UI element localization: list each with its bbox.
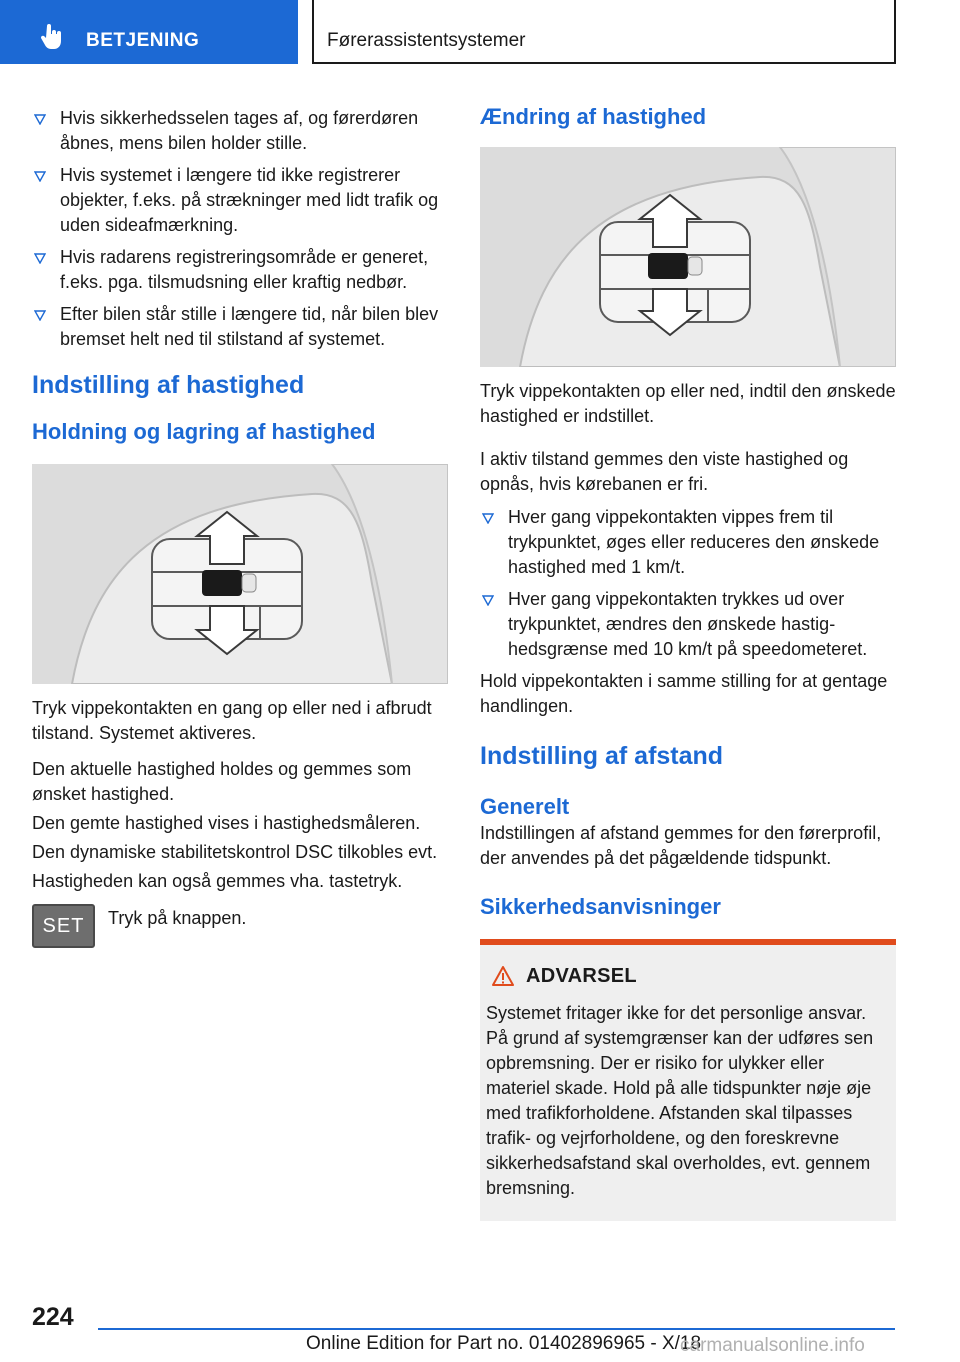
list-item bbox=[32, 163, 448, 238]
bullet-text: Hvis radarens registreringsområde er generet, f.eks. pga. tilsmudsning eller kraftig nedbør. bbox=[60, 247, 429, 292]
bullet-text: Hver gang vippekontakten trykkes ud over trykpunktet, ændres den ønskede hastighedsgrænse med 10 km/t på speedometeret. bbox=[508, 589, 868, 659]
paragraph: Den aktuelle hastighed holdes og gemmes som ønsket hastighed. bbox=[32, 759, 412, 804]
paragraph: I aktiv tilstand gemmes den viste hastighed og opnås, hvis kørebanen er fri. bbox=[480, 449, 849, 494]
set-button[interactable]: SET bbox=[32, 904, 95, 948]
section-heading: Indstilling af hastighed bbox=[32, 371, 305, 399]
subsection-heading: Holdning og lagring af hastighed bbox=[32, 419, 376, 444]
paragraph: Hold vippekontakten i samme stilling for at gentage handlingen. bbox=[480, 671, 888, 716]
section-label: BETJENING bbox=[86, 30, 200, 51]
bullet-text: Hver gang vippekontakten vippes frem til trykpunktet, øges eller reduceres den ønskede hastighed med 1 km/t. bbox=[508, 507, 880, 577]
list-item bbox=[480, 505, 896, 580]
triangle-bullet-icon bbox=[34, 253, 46, 264]
right-column bbox=[480, 100, 896, 1221]
paragraph: Hastigheden kan også gemmes vha. tastetryk. bbox=[32, 871, 403, 891]
paragraph: Indstillingen af afstand gemmes for den førerprofil, der anvendes på det pågældende tidspunkt. bbox=[480, 823, 882, 868]
warning-triangle-icon bbox=[491, 965, 515, 987]
triangle-bullet-icon bbox=[34, 171, 46, 182]
section-heading: Indstilling af afstand bbox=[480, 742, 724, 770]
triangle-bullet-icon bbox=[34, 114, 46, 125]
list-item bbox=[480, 587, 896, 662]
set-instruction: Tryk på knappen. bbox=[108, 908, 247, 928]
warning-text: Systemet fritager ikke for det personlige ansvar. På grund af systemgrænser kan der udføres sen opbremsning. Der er risiko for ulykker eller materiel skade. Hold på alle tidspunkter nøje øje med trafikforholdene. Afstanden skal tilpasses trafik- og vejrforholdene, og den foreskrevne sikkerhedsafstand skal overholdes, evt. gennem bremsning. bbox=[486, 1003, 874, 1198]
bullet-list bbox=[480, 505, 896, 662]
left-column bbox=[32, 100, 448, 946]
list-item bbox=[32, 302, 448, 352]
bullet-text: Hvis sikkerhedsselen tages af, og førerdøren åbnes, mens bilen holder stille. bbox=[60, 108, 419, 153]
section-tab[interactable] bbox=[0, 0, 298, 64]
watermark: carmanualsonline.info bbox=[680, 1335, 865, 1356]
paragraph: Tryk vippekontakten en gang op eller ned i afbrudt tilstand. Systemet aktiveres. bbox=[32, 698, 432, 743]
triangle-bullet-icon bbox=[482, 595, 494, 606]
subsection-heading: Generelt bbox=[480, 794, 570, 819]
bullet-text: Efter bilen står stille i længere tid, når bilen blev bremset helt ned til stilstand af systemet. bbox=[60, 304, 439, 349]
warning-header bbox=[486, 965, 888, 993]
bullet-text: Hvis systemet i længere tid ikke registrerer objekter, f.eks. på strækninger med lidt trafik og uden sideafmærkning. bbox=[60, 165, 439, 235]
page-header bbox=[0, 0, 960, 66]
warning-box bbox=[480, 939, 896, 1221]
footer-divider bbox=[98, 1328, 895, 1330]
steering-wheel-switch-figure bbox=[32, 464, 448, 684]
paragraph: Tryk vippekontakten op eller ned, indtil den ønskede hastighed er indstillet. bbox=[480, 381, 896, 426]
paragraph: Den gemte hastighed vises i hastighedsmåleren. bbox=[32, 813, 421, 833]
triangle-bullet-icon bbox=[34, 310, 46, 321]
triangle-bullet-icon bbox=[482, 513, 494, 524]
page-number: 224 bbox=[32, 1303, 74, 1331]
hand-pointer-icon bbox=[40, 24, 64, 50]
steering-wheel-switch-figure bbox=[480, 147, 896, 367]
subsection-heading: Ændring af hastighed bbox=[480, 104, 707, 129]
list-item bbox=[32, 106, 448, 156]
paragraph: Den dynamiske stabilitetskontrol DSC tilkobles evt. bbox=[32, 842, 438, 862]
chapter-title: Førerassistentsystemer bbox=[327, 30, 526, 51]
bullet-list bbox=[32, 106, 448, 352]
chapter-box bbox=[312, 0, 896, 64]
subsection-heading: Sikkerhedsanvisninger bbox=[480, 894, 721, 919]
warning-title: ADVARSEL bbox=[526, 965, 637, 987]
list-item bbox=[32, 245, 448, 295]
set-button-row bbox=[32, 902, 448, 946]
edition-text: Online Edition for Part no. 01402896965 - X/18 bbox=[306, 1333, 702, 1354]
